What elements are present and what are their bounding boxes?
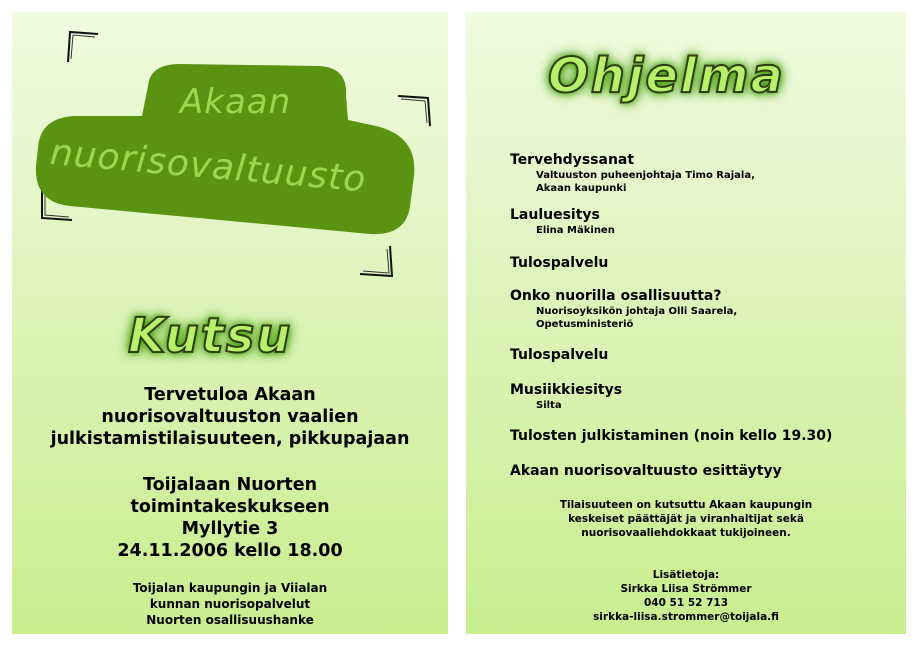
program-item-title: Tervehdyssanat bbox=[510, 152, 635, 168]
invite-line: keskeiset päättäjät ja viranhaltijat sekä bbox=[568, 513, 804, 525]
venue-line: Toijalaan Nuorten bbox=[142, 475, 318, 495]
program-item bbox=[510, 347, 900, 364]
welcome-line: julkistamistilaisuuteen, pikkupajaan bbox=[50, 429, 410, 449]
program-item-title: Tulosten julkistaminen (noin kello 19.30) bbox=[510, 428, 833, 444]
welcome-line: nuorisovaltuuston vaalien bbox=[101, 407, 359, 427]
venue-line: toimintakeskukseen bbox=[130, 497, 330, 517]
program-item-detail: Opetusministeriö bbox=[536, 319, 634, 330]
contact-email: sirkka-liisa.strommer@toijala.fi bbox=[593, 611, 779, 623]
program-item bbox=[510, 255, 900, 272]
venue-text bbox=[12, 474, 448, 562]
invite-line: nuorisovaaliehdokkaat tukijoineen. bbox=[581, 527, 791, 539]
blob-title-line1: Akaan bbox=[180, 82, 292, 122]
ohjelma-heading: Ohjelma bbox=[548, 48, 785, 104]
program-item bbox=[510, 207, 900, 237]
venue-line: 24.11.2006 kello 18.00 bbox=[117, 541, 343, 561]
contact-line: Lisätietoja: bbox=[652, 569, 720, 581]
program-item-title: Tulospalvelu bbox=[510, 347, 609, 363]
invitation-note bbox=[466, 498, 906, 540]
welcome-text bbox=[12, 384, 448, 450]
program-item bbox=[510, 152, 900, 195]
program-item-detail: Akaan kaupunki bbox=[536, 183, 627, 194]
left-flyer-panel bbox=[12, 12, 448, 634]
organizer-line: kunnan nuorisopalvelut bbox=[149, 597, 311, 611]
program-item-title: Akaan nuorisovaltuusto esittäytyy bbox=[510, 463, 782, 479]
program-item-title: Musiikkiesitys bbox=[510, 382, 623, 398]
organizer-line: Toijalan kaupungin ja Viialan bbox=[132, 581, 328, 595]
program-item bbox=[510, 428, 900, 445]
blob-title-line2: nuorisovaltuusto bbox=[48, 132, 369, 201]
program-item-title: Lauluesitys bbox=[510, 207, 600, 223]
right-program-panel bbox=[466, 12, 906, 634]
welcome-line: Tervetuloa Akaan bbox=[144, 385, 316, 405]
program-item-detail: Silta bbox=[536, 400, 562, 411]
program-list bbox=[510, 152, 900, 480]
program-item bbox=[510, 382, 900, 412]
contact-info bbox=[466, 568, 906, 624]
contact-line: Sirkka Liisa Strömmer bbox=[620, 583, 752, 595]
program-item bbox=[510, 288, 900, 331]
organizers-text bbox=[12, 580, 448, 628]
invite-line: Tilaisuuteen on kutsuttu Akaan kaupungin bbox=[559, 499, 813, 511]
program-item-detail: Elina Mäkinen bbox=[536, 225, 615, 236]
program-item-title: Onko nuorilla osallisuutta? bbox=[510, 288, 722, 304]
program-item-detail: Nuorisoyksikön johtaja Olli Saarela, bbox=[536, 306, 738, 317]
contact-line: 040 51 52 713 bbox=[643, 597, 729, 609]
program-item-detail: Valtuuston puheenjohtaja Timo Rajala, bbox=[536, 170, 755, 181]
kutsu-heading: Kutsu bbox=[128, 308, 293, 364]
program-item-title: Tulospalvelu bbox=[510, 255, 609, 271]
venue-line: Myllytie 3 bbox=[181, 519, 279, 539]
org-name-blob bbox=[30, 56, 430, 256]
program-item bbox=[510, 463, 900, 480]
organizer-line: Nuorten osallisuushanke bbox=[146, 613, 314, 627]
